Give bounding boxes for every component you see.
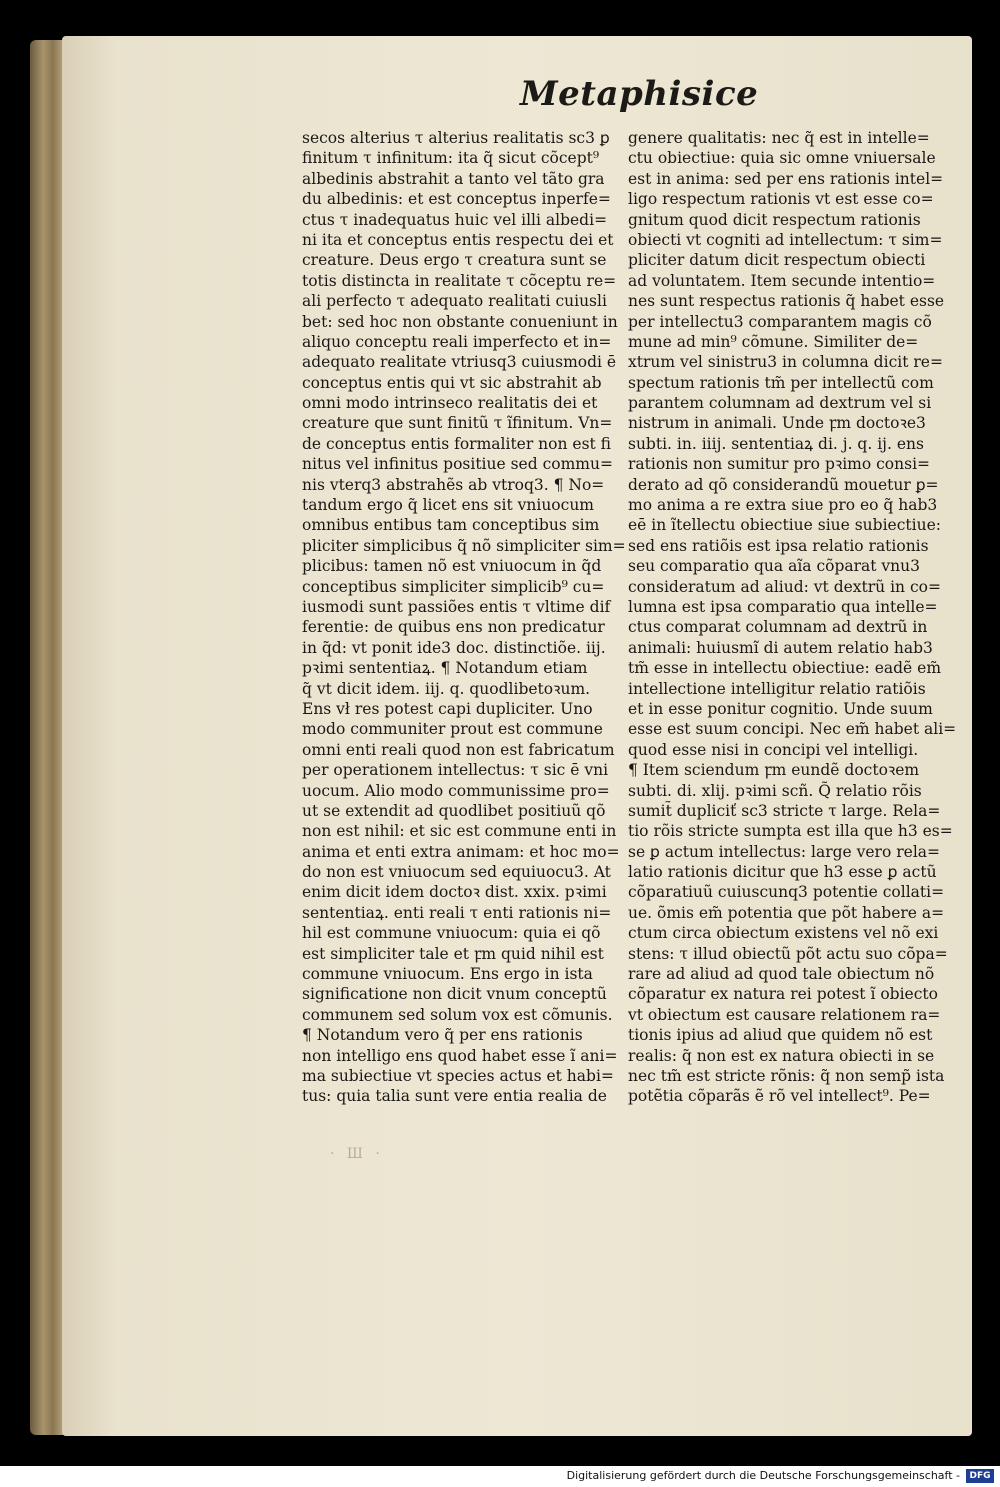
left-column-line: nitus vel infinitus positiue sed commu= — [302, 455, 613, 474]
left-column-line: non intelligo ens quod habet esse ĩ ani= — [302, 1046, 618, 1065]
right-column-line: parantem columnam ad dextrum vel si — [628, 394, 932, 413]
right-column-line: ¶ Item sciendum ꝼm eundẽ doctoꝛem — [628, 761, 920, 780]
left-column-line: hil est commune vniuocum: quia ei qõ — [302, 924, 601, 943]
right-column-line: nistrum in animali. Unde ꝼm doctoꝛe3 — [628, 414, 926, 433]
right-column-line: cõparatiuũ cuiuscunq3 potentie collati= — [628, 883, 945, 902]
left-column-line: ctus τ inadequatus huic vel illi albedi= — [302, 210, 608, 229]
left-column-line: creature que sunt finitũ τ ĩfinitum. Vn= — [302, 414, 613, 433]
right-column-line: tionis ipius ad aliud que quidem nõ est — [628, 1026, 933, 1045]
right-column-line: mo anima a re extra siue pro eo q̃ hab3 — [628, 496, 938, 515]
right-column-line: derato ad qõ considerandũ mouetur ꝑ= — [628, 475, 939, 494]
left-column-line: commune vniuocum. Ens ergo in ista — [302, 965, 593, 984]
left-column-line: ali perfecto τ adequato realitati cuiusli — [302, 292, 607, 311]
right-column-line: lumna est ipsa comparatio qua intelle= — [628, 597, 938, 616]
left-column-line: tus: quia talia sunt vere entia realia de — [302, 1087, 607, 1106]
left-column-line: significatione non dicit vnum conceptũ — [302, 985, 607, 1004]
left-column-line: est simpliciter tale et ꝼm quid nihil est — [302, 944, 604, 963]
right-column-line: per intellectu3 comparantem magis cõ — [628, 312, 932, 331]
left-column-line: bet: sed hoc non obstante conueniunt in — [302, 312, 618, 331]
left-column-line: pliciter simplicibus q̃ nõ simpliciter sim= — [302, 536, 626, 555]
running-head: Metaphisice — [520, 74, 759, 114]
right-column-line: ctum circa obiectum existens vel nõ exi — [628, 924, 939, 943]
right-column-line: ctus comparat columnam ad dextrũ in — [628, 618, 928, 637]
left-column-line: conceptibus simpliciter simplicib⁹ cu= — [302, 577, 605, 596]
left-column-line: enim dicit idem doctoꝛ dist. xxix. pꝛimi — [302, 883, 607, 902]
left-column-line: albedinis abstrahit a tanto vel tãto gra — [302, 169, 605, 188]
right-column-line: sumit̃ dupliciť sc3 stricte τ large. Rela= — [628, 801, 941, 820]
left-column-line: omnibus entibus tam conceptibus sim — [302, 516, 600, 535]
right-column-line: subti. di. xlij. pꝛimi scñ. Q̃ relatio rõis — [628, 781, 922, 800]
right-column-line: se ꝑ actum intellectus: large vero rela= — [628, 842, 940, 861]
right-column — [628, 128, 958, 1107]
left-column-line: aliquo conceptu reali imperfecto et in= — [302, 332, 612, 351]
right-column-line: seu comparatio qua aĩa cõparat vnu3 — [628, 557, 921, 576]
left-column-line: ni ita et conceptus entis respectu dei et — [302, 230, 614, 249]
right-column-line: intellectione intelligitur relatio ratiõis — [628, 679, 926, 698]
left-column-line: do non est vniuocum sed equiuocu3. At — [302, 863, 611, 882]
left-column-line: communem sed solum vox est cõmunis. — [302, 1005, 613, 1024]
left-column-line: totis distincta in realitate τ cõceptu re= — [302, 271, 617, 290]
left-column-line: omni modo intrinseco realitatis dei et — [302, 394, 598, 413]
right-column-line: potẽtia cõparãs ẽ rõ vel intellect⁹. Pe= — [628, 1087, 931, 1106]
right-column-line: rationis non sumitur pro pꝛimo consi= — [628, 455, 931, 474]
left-column-line: Ens vł res potest capi dupliciter. Uno — [302, 699, 593, 718]
right-column-line: stens: τ illud obiectũ põt actu suo cõpa= — [628, 944, 948, 963]
right-column-line: quod esse nisi in concipi vel intelligi. — [628, 740, 919, 759]
left-column-line: adequato realitate vtriusq3 cuiusmodi ē — [302, 353, 617, 372]
right-column-line: ctu obiectiue: quia sic omne vniuersale — [628, 149, 936, 168]
right-column-line: spectum rationis tm̃ per intellectũ com — [628, 373, 934, 392]
right-column-line: rare ad aliud ad quod tale obiectum nõ — [628, 965, 935, 984]
right-column-line: ue. õmis em̃ potentia que põt habere a= — [628, 903, 945, 922]
left-column-line: modo communiter prout est commune — [302, 720, 603, 739]
right-column-line: nec tm̃ est stricte rõnis: q̃ non semp̃ ista — [628, 1066, 945, 1085]
right-column-line: mune ad min⁹ cõmune. Similiter de= — [628, 332, 919, 351]
left-column-line: anima et enti extra animam: et hoc mo= — [302, 842, 620, 861]
left-column-line: iusmodi sunt passiões entis τ vltime dif — [302, 597, 611, 616]
left-column-line: ¶ Notandum vero q̃ per ens rationis — [302, 1026, 583, 1045]
left-column-line: plicibus: tamen nõ est vniuocum in q̃d — [302, 557, 602, 576]
left-column-line: pꝛimi sententiaꝝ. ¶ Notandum etiam — [302, 659, 588, 678]
digitization-footer — [0, 1466, 1000, 1487]
right-column-line: genere qualitatis: nec q̃ est in intelle= — [628, 129, 930, 147]
right-column-line: cõparatur ex natura rei potest ĩ obiecto — [628, 985, 938, 1004]
left-column-line: tandum ergo q̃ licet ens sit vniuocum — [302, 496, 594, 515]
left-column-line: non est nihil: et sic est commune enti in — [302, 822, 617, 841]
right-column-line: pliciter datum dicit respectum obiecti — [628, 251, 926, 270]
right-column-line: et in esse ponitur cognitio. Unde suum — [628, 699, 933, 718]
right-column-line: est in anima: sed per ens rationis intel= — [628, 169, 944, 188]
right-column-line: tio rõis stricte sumpta est illa que h3 es= — [628, 822, 953, 841]
left-column-line: sententiaꝝ. enti reali τ enti rationis ni= — [302, 903, 612, 922]
right-column-line: vt obiectum est causare relationem ra= — [628, 1005, 941, 1024]
bleed-through-mark: · Ш · — [330, 1146, 384, 1162]
left-column-line: in q̃d: vt ponit ide3 doc. distinctiõe. iij. — [302, 638, 606, 657]
dfg-logo: DFG — [966, 1469, 994, 1483]
left-column-line: nis vterq3 abstrahẽs ab vtroq3. ¶ No= — [302, 475, 605, 494]
right-column-line: latio rationis dicitur que h3 esse ꝑ actũ — [628, 863, 937, 882]
left-column-line: omni enti reali quod non est fabricatum — [302, 740, 615, 759]
right-column-line: tm̃ esse in intellectu obiectiue: eadẽ em̃ — [628, 659, 942, 678]
left-column-line: conceptus entis qui vt sic abstrahit ab — [302, 373, 602, 392]
left-column-line: du albedinis: et est conceptus inperfe= — [302, 190, 611, 209]
right-column-line: animali: huiusmĩ di autem relatio hab3 — [628, 638, 933, 657]
right-column-line: subti. in. iiij. sententiaꝝ di. j. q. ij. ens — [628, 434, 924, 453]
left-column-line: uocum. Alio modo communissime pro= — [302, 781, 610, 800]
footer-credit: Digitalisierung gefördert durch die Deutsche Forschungsgemeinschaft - — [566, 1469, 960, 1482]
right-column-line: gnitum quod dicit respectum rationis — [628, 210, 921, 229]
left-column-line: ma subiectiue vt species actus et habi= — [302, 1066, 614, 1085]
left-column-line: ut se extendit ad quodlibet positiuũ qõ — [302, 801, 606, 820]
left-column-line: ferentie: de quibus ens non predicatur — [302, 618, 605, 637]
left-column-line: per operationem intellectus: τ sic ē vni — [302, 761, 609, 780]
left-column-line: creature. Deus ergo τ creatura sunt se — [302, 251, 607, 270]
left-column-line: secos alterius τ alterius realitatis sc3 ꝑ — [302, 129, 610, 147]
left-column-line: finitum τ infinitum: ita q̃ sicut cõcept⁹ — [302, 149, 600, 168]
right-column-line: realis: q̃ non est ex natura obiecti in se — [628, 1046, 935, 1065]
left-column-line: q̃ vt dicit idem. iij. q. quodlibetoꝛum. — [302, 679, 591, 698]
right-column-line: eē in ĩtellectu obiectiue siue subiectiue: — [628, 516, 941, 535]
right-column-line: sed ens ratiõis est ipsa relatio rationis — [628, 536, 929, 555]
right-column-line: esse est suum concipi. Nec em̃ habet ali= — [628, 720, 957, 739]
right-column-line: nes sunt respectus rationis q̃ habet esse — [628, 292, 945, 311]
right-column-line: xtrum vel sinistru3 in columna dicit re= — [628, 353, 943, 372]
right-column-line: consideratum ad aliud: vt dextrũ in co= — [628, 577, 941, 596]
left-column-line: de conceptus entis formaliter non est fi — [302, 434, 612, 453]
right-column-line: ligo respectum rationis vt est esse co= — [628, 190, 934, 209]
right-column-line: ad voluntatem. Item secunde intentio= — [628, 271, 936, 290]
left-column — [302, 128, 632, 1107]
right-column-line: obiecti vt cogniti ad intellectum: τ sim= — [628, 230, 943, 249]
